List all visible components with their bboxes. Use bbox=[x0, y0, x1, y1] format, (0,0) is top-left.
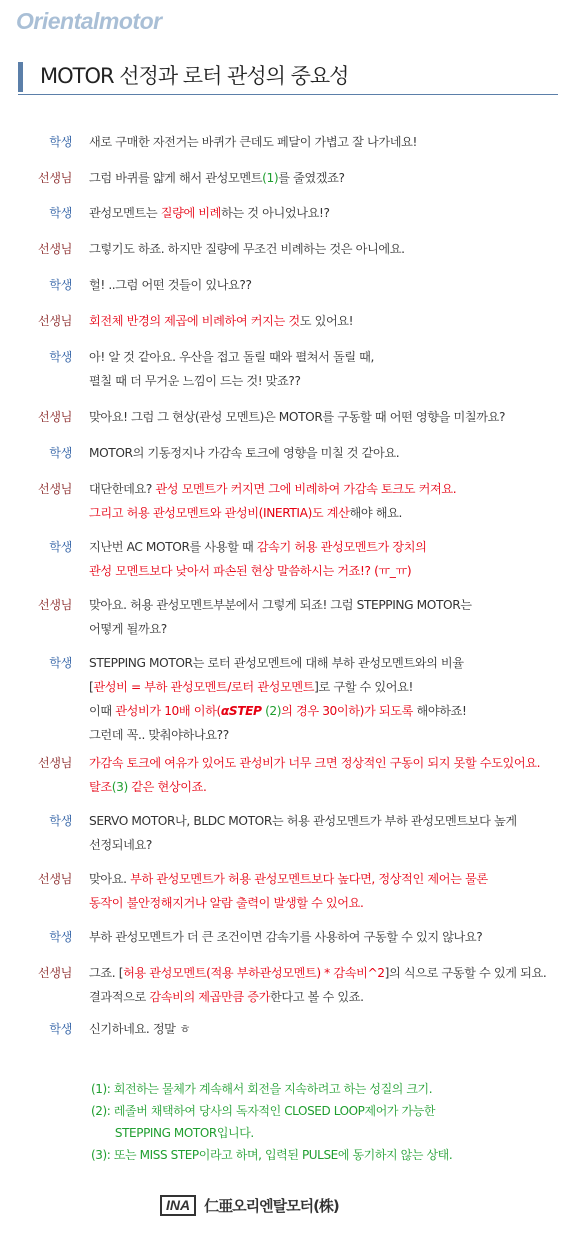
dialogue-message bbox=[89, 345, 571, 393]
speaker-student: 학생 bbox=[49, 930, 72, 944]
message-line bbox=[89, 699, 571, 723]
message-text: 를 줄였겠죠? bbox=[278, 171, 345, 185]
message-text: (2) bbox=[261, 704, 282, 718]
message-text: 가감속 토크에 여유가 있어도 관성비가 너무 크면 정상적인 구동이 되지 못할 수도있어요. bbox=[89, 756, 541, 770]
dialogue-message bbox=[89, 925, 571, 949]
message-text: 아! 알 것 같아요. 우산을 접고 돌릴 때와 펼쳐서 돌릴 때, bbox=[89, 350, 375, 364]
message-text: 그럼 바퀴를 얇게 해서 관성모멘트 bbox=[89, 171, 263, 185]
footnote-2-cont: STEPPING MOTOR입니다. bbox=[91, 1126, 254, 1140]
speaker-teacher: 선생님 bbox=[37, 872, 72, 886]
message-line bbox=[89, 237, 571, 261]
message-text: 이때 bbox=[89, 704, 116, 718]
message-text: 그렇기도 하죠. 하지만 질량에 무조건 비례하는 것은 아니에요. bbox=[89, 242, 405, 256]
message-line bbox=[89, 833, 571, 857]
message-line bbox=[89, 201, 571, 225]
speaker-teacher: 선생님 bbox=[37, 242, 72, 256]
speaker-student: 학생 bbox=[49, 540, 72, 554]
message-line bbox=[89, 891, 571, 915]
speaker-teacher: 선생님 bbox=[37, 410, 72, 424]
message-line bbox=[89, 925, 571, 949]
dialogue-message bbox=[89, 477, 571, 525]
oriental-motor-logo: Orientalmotor bbox=[16, 8, 162, 34]
dialogue-message bbox=[89, 593, 571, 641]
message-text: 지난번 AC MOTOR를 사용할 때 bbox=[89, 540, 257, 554]
message-text: (3) bbox=[111, 780, 128, 794]
message-text: ]의 식으로 구동할 수 있게 되요. bbox=[384, 966, 547, 980]
message-text: [ bbox=[89, 680, 94, 694]
message-text: 새로 구매한 자전거는 바퀴가 큰데도 페달이 가볍고 잘 나가네요! bbox=[89, 135, 417, 149]
speaker-teacher: 선생님 bbox=[37, 756, 72, 770]
dialogue-message bbox=[89, 237, 571, 261]
message-text: 관성모멘트는 bbox=[89, 206, 161, 220]
speaker-student: 학생 bbox=[49, 656, 72, 670]
company-mark: INA bbox=[160, 1195, 196, 1216]
speaker-student: 학생 bbox=[49, 446, 72, 460]
speaker-teacher: 선생님 bbox=[37, 966, 72, 980]
message-text: 헐! ..그럼 어떤 것들이 있나요?? bbox=[89, 278, 252, 292]
dialogue-message bbox=[89, 535, 571, 583]
message-text: 펼칠 때 더 무거운 느낌이 드는 것! 맞죠?? bbox=[89, 374, 301, 388]
message-text: ]로 구할 수 있어요! bbox=[314, 680, 413, 694]
footnote-3: (3): 또는 MISS STEP이라고 하며, 입력된 PULSE에 동기하지 않는 상태. bbox=[91, 1148, 453, 1162]
message-text: 그죠. [ bbox=[89, 966, 124, 980]
speaker-student: 학생 bbox=[49, 278, 72, 292]
message-line bbox=[89, 130, 571, 154]
speaker-student: 학생 bbox=[49, 1022, 72, 1036]
dialogue-message bbox=[89, 651, 571, 747]
message-text: 맞아요. bbox=[89, 872, 131, 886]
message-line bbox=[89, 1017, 571, 1041]
message-line bbox=[89, 477, 571, 501]
speaker-teacher: 선생님 bbox=[37, 171, 72, 185]
message-text: MOTOR의 기동정지나 가감속 토크에 영향을 미칠 것 같아요. bbox=[89, 446, 400, 460]
title-divider bbox=[18, 94, 558, 95]
message-text: 어떻게 될까요? bbox=[89, 622, 167, 636]
message-line bbox=[89, 593, 571, 617]
message-text: 하는 것 아니었나요!? bbox=[221, 206, 330, 220]
message-line bbox=[89, 867, 571, 891]
speaker-teacher: 선생님 bbox=[37, 314, 72, 328]
dialogue-message bbox=[89, 166, 571, 190]
title-accent-bar bbox=[18, 62, 23, 92]
footnote-1: (1): 회전하는 물체가 계속해서 회전을 지속하려고 하는 성질의 크기. bbox=[91, 1082, 433, 1096]
message-line bbox=[89, 273, 571, 297]
footnotes bbox=[91, 1078, 452, 1166]
message-line bbox=[89, 535, 571, 559]
company-name: 仁亜오리엔탈모터(株) bbox=[204, 1197, 339, 1215]
message-text: 허용 관성모멘트(적용 부하관성모멘트) * 감속비^2 bbox=[123, 966, 385, 980]
page-title: MOTOR 선정과 로터 관성의 중요성 bbox=[40, 64, 349, 88]
message-line bbox=[89, 369, 571, 393]
dialogue-message bbox=[89, 1017, 571, 1041]
speaker-student: 학생 bbox=[49, 206, 72, 220]
dialogue-message bbox=[89, 405, 571, 429]
message-text: 그리고 허용 관성모멘트와 관성비(INERTIA)도 계산 bbox=[89, 506, 350, 520]
message-text: 그런데 꼭.. 맞춰야하나요?? bbox=[89, 728, 229, 742]
message-text: 부하 관성모멘트가 더 큰 조건이면 감속기를 사용하여 구동할 수 있지 않나요? bbox=[89, 930, 483, 944]
message-text: 감속비의 제곱만큼 증가 bbox=[149, 990, 271, 1004]
message-text: 회전체 반경의 제곱에 비례하여 커지는 것 bbox=[89, 314, 300, 328]
message-text: 한다고 볼 수 있죠. bbox=[270, 990, 364, 1004]
message-line bbox=[89, 723, 571, 747]
message-line bbox=[89, 985, 571, 1009]
dialogue-message bbox=[89, 130, 571, 154]
message-text: 해야 해요. bbox=[349, 506, 402, 520]
message-line bbox=[89, 617, 571, 641]
message-text: 관성 모멘트보다 낮아서 파손된 현상 말씀하시는 거죠!? (ㅠ_ㅠ) bbox=[89, 564, 412, 578]
speaker-teacher: 선생님 bbox=[37, 482, 72, 496]
message-text: 도 있어요! bbox=[299, 314, 354, 328]
footnote-2: (2): 레졸버 채택하여 당사의 독자적인 CLOSED LOOP제어가 가능한 bbox=[91, 1104, 436, 1118]
message-line bbox=[89, 751, 571, 775]
message-text: 같은 현상이죠. bbox=[127, 780, 207, 794]
message-text: (1) bbox=[262, 171, 279, 185]
message-line bbox=[89, 345, 571, 369]
message-text: 신기하네요. 정말 ㅎ bbox=[89, 1022, 191, 1036]
message-text: 맞아요. 허용 관성모멘트부분에서 그렇게 되죠! 그럼 STEPPING MOTOR는 bbox=[89, 598, 472, 612]
speaker-student: 학생 bbox=[49, 350, 72, 364]
message-line bbox=[89, 166, 571, 190]
message-text: 부하 관성모멘트가 허용 관성모멘트보다 높다면, 정상적인 제어는 물론 bbox=[130, 872, 488, 886]
message-line bbox=[89, 675, 571, 699]
message-text: 감속기 허용 관성모멘트가 장치의 bbox=[256, 540, 427, 554]
company-footer bbox=[160, 1195, 339, 1216]
dialogue-message bbox=[89, 961, 571, 1009]
message-text: STEPPING MOTOR는 로터 관성모멘트에 대해 부하 관성모멘트와의 비율 bbox=[89, 656, 464, 670]
message-text: SERVO MOTOR나, BLDC MOTOR는 허용 관성모멘트가 부하 관성모멘트보다 높게 bbox=[89, 814, 517, 828]
dialogue-message bbox=[89, 201, 571, 225]
message-text: 동작이 불안정해지거나 알람 출력이 발생할 수 있어요. bbox=[89, 896, 364, 910]
message-line bbox=[89, 501, 571, 525]
message-text: 결과적으로 bbox=[89, 990, 150, 1004]
message-line bbox=[89, 961, 571, 985]
dialogue-message bbox=[89, 441, 571, 465]
speaker-student: 학생 bbox=[49, 814, 72, 828]
message-text: 탈조 bbox=[89, 780, 112, 794]
message-text: 관성비 = 부하 관성모멘트/로터 관성모멘트 bbox=[93, 680, 315, 694]
dialogue-message bbox=[89, 751, 571, 799]
message-line bbox=[89, 405, 571, 429]
message-text: αSTEP bbox=[220, 704, 262, 718]
message-line bbox=[89, 775, 571, 799]
message-text: 질량에 비례 bbox=[160, 206, 222, 220]
message-line bbox=[89, 651, 571, 675]
message-text: 맞아요! 그럼 그 현상(관성 모멘트)은 MOTOR를 구동할 때 어떤 영향을 미칠까요? bbox=[89, 410, 506, 424]
message-line bbox=[89, 559, 571, 583]
message-line bbox=[89, 809, 571, 833]
speaker-student: 학생 bbox=[49, 135, 72, 149]
dialogue-message bbox=[89, 309, 571, 333]
message-line bbox=[89, 309, 571, 333]
speaker-teacher: 선생님 bbox=[37, 598, 72, 612]
message-text: 선정되네요? bbox=[89, 838, 152, 852]
message-line bbox=[89, 441, 571, 465]
dialogue-message bbox=[89, 273, 571, 297]
dialogue-message bbox=[89, 867, 571, 915]
message-text: 관성 모멘트가 커지면 그에 비례하여 가감속 토크도 커져요. bbox=[155, 482, 457, 496]
message-text: 대단한데요? bbox=[89, 482, 156, 496]
dialogue-message bbox=[89, 809, 571, 857]
message-text: 의 경우 30이하)가 되도록 bbox=[281, 704, 413, 718]
message-text: 해야하죠! bbox=[412, 704, 467, 718]
message-text: 관성비가 10배 이하( bbox=[115, 704, 221, 718]
